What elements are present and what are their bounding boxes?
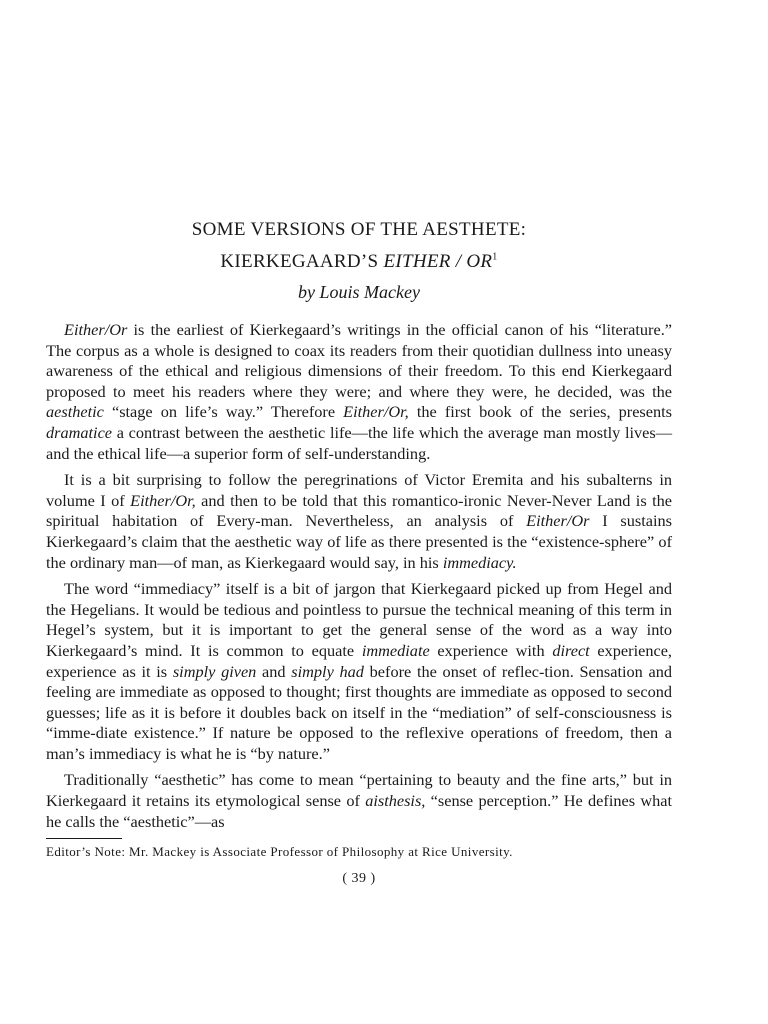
text-run: Traditionally “aesthetic” has come to mean “pertaining to beauty and the fine arts,” but in Kierkegaard it retains its etymological sense of (46, 770, 672, 811)
italic-text: Either/Or, (343, 402, 409, 422)
italic-text: immediacy. (442, 552, 517, 572)
italic-text: dramatice (46, 422, 113, 442)
italic-text: immediate (361, 640, 430, 660)
text-run: The word “immediacy” itself is a bit of jargon that Kierkegaard picked up from Hegel and the Hegelians. It would be tedious and pointless to pursue the technical meaning of this term in Hegel’s system, but it is important to get the general sense of the word as a way into Kierkegaard’s mind. It is common to equate (46, 579, 672, 660)
document-page (46, 214, 672, 887)
text-run: and then to be told that this romantico-ironic Never-Never Land is the spiritual habitation of Every-man. Nevertheless, an analysis of (46, 490, 672, 531)
text-run: It is a bit surprising to follow the peregrinations of Victor Eremita and his subalterns in volume I of (46, 470, 672, 510)
body-paragraph (46, 470, 672, 573)
italic-text: aisthesis, (365, 791, 426, 811)
body-paragraph (46, 770, 672, 832)
text-run: “sense perception.” He defines what he calls the “aesthetic”—as (46, 791, 672, 831)
page-number: ( 39 ) (342, 871, 376, 887)
italic-text: direct (552, 640, 590, 660)
text-run: a contrast between the aesthetic life—the life which the average man mostly lives—and the ethical life—a superior form of self-understanding. (46, 422, 672, 463)
text-run: is the earliest of Kierkegaard’s writings in the official canon of his “literature.” The corpus as a whole is designed to coax its readers from their quotidian dullness into uneasy awareness of the ethical and religious dimensions of their freedom. To this end Kierkegaard proposed to meet his readers where they were; and where they were, he decided, was the (46, 320, 672, 401)
body-paragraph (46, 579, 672, 764)
italic-text: Either/Or (64, 320, 128, 339)
text-run: and (256, 661, 292, 681)
text-run: experience, experience as it is (46, 640, 672, 681)
byline: by Louis Mackey (298, 282, 420, 302)
italic-text: aesthetic (46, 402, 104, 422)
body-paragraph (46, 320, 672, 464)
title-italic-work: EITHER / OR (383, 251, 493, 272)
title-footnote-mark: 1 (492, 251, 498, 263)
italic-text: simply had (291, 661, 364, 681)
italic-text: simply given (172, 661, 257, 681)
text-run: “stage on life’s way.” Therefore (103, 402, 344, 422)
text-run: the first book of the series, presents (408, 402, 672, 422)
footnote: Editor’s Note: Mr. Mackey is Associate Professor of Philosophy at Rice University. (46, 844, 513, 860)
article-title-line1: SOME VERSIONS OF THE AESTHETE: (191, 219, 527, 240)
text-run: experience with (429, 640, 553, 660)
italic-text: Either/Or, (130, 490, 196, 510)
footnote-rule (46, 838, 122, 839)
article-title-line2 (46, 246, 672, 278)
body-text (46, 320, 672, 832)
text-run: I sustains Kierkegaard’s claim that the aesthetic way of life as there presented is the “existence-sphere” of the ordinary man—of man, as Kierkegaard would say, in his (46, 511, 672, 572)
title-prefix: KIERKEGAARD’S (220, 251, 384, 272)
text-run: before the onset of reflec-tion. Sensation and feeling are immediate as opposed to thought; first thoughts are immediate as opposed to second guesses; life as it is before it doubles back on itself in the “mediation” of self-consciousness is “imme-diate existence.” If nature be opposed to the reflexive operations of freedom, then a man’s immediacy is what he is “by nature.” (46, 661, 673, 763)
italic-text: Either/Or (526, 511, 590, 531)
